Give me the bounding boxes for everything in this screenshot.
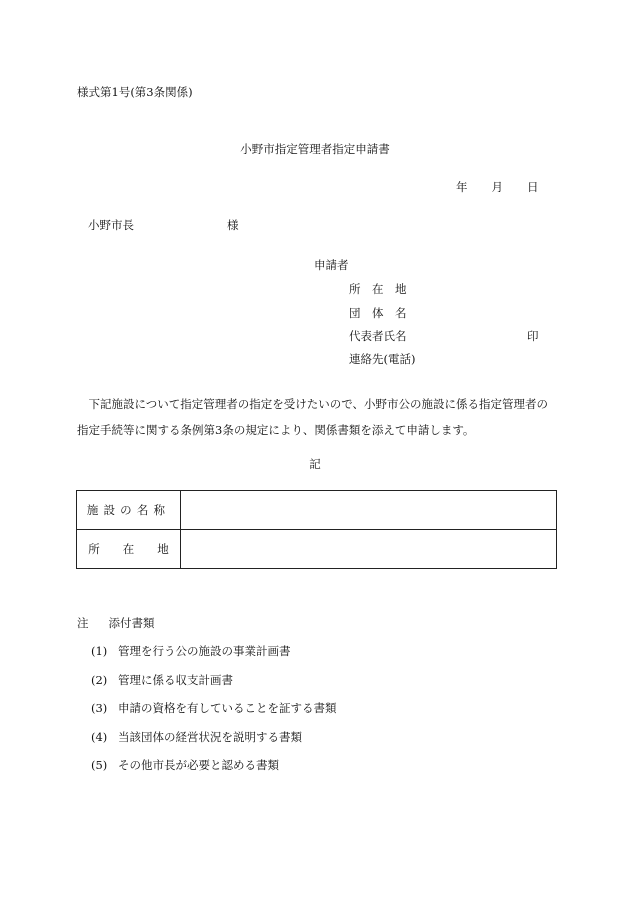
notes-title: 添付書類	[108, 616, 155, 630]
list-item	[91, 643, 291, 659]
addressee-name: 小野市長	[88, 218, 134, 232]
applicant-heading: 申請者	[314, 258, 349, 272]
table-row	[77, 491, 557, 530]
body-paragraph: 下記施設について指定管理者の指定を受けたいので、小野市公の施設に係る指定管理者の指定手続等に関する条例第3条の規定により、関係書類を添えて申請します。	[77, 397, 549, 437]
addressee-honorific: 様	[227, 218, 239, 232]
list-item	[91, 757, 279, 773]
addressee	[88, 217, 239, 233]
list-item	[91, 729, 302, 745]
list-item	[91, 672, 233, 688]
ki-heading: 記	[309, 457, 321, 471]
date-line	[456, 179, 539, 195]
table-row	[77, 530, 557, 569]
note-number: (2)	[91, 673, 108, 687]
note-number: (3)	[91, 701, 108, 715]
note-number: (1)	[91, 644, 108, 658]
note-text: その他市長が必要と認める書類	[118, 758, 279, 772]
facility-table	[76, 490, 557, 569]
notes-mark: 注	[77, 616, 89, 630]
facility-address-label: 所 在 地	[77, 530, 181, 569]
field-contact-phone: 連絡先(電話)	[349, 352, 416, 366]
facility-name-label: 施設の名称	[77, 491, 181, 530]
list-item	[91, 700, 337, 716]
seal-mark: 印	[527, 329, 539, 343]
facility-name-value	[181, 491, 557, 530]
date-month: 月	[491, 180, 503, 194]
date-day: 日	[527, 180, 539, 194]
note-text: 当該団体の経営状況を説明する書類	[118, 730, 302, 744]
field-address: 所 在 地	[349, 282, 407, 296]
note-text: 管理に係る収支計画書	[118, 673, 233, 687]
note-text: 申請の資格を有していることを証する書類	[118, 701, 337, 715]
form-number: 様式第1号(第3条関係)	[77, 85, 193, 99]
date-year: 年	[456, 180, 468, 194]
note-number: (4)	[91, 730, 108, 744]
document-title: 小野市指定管理者指定申請書	[240, 142, 390, 156]
note-text: 管理を行う公の施設の事業計画書	[118, 644, 291, 658]
field-organization-name: 団 体 名	[349, 306, 407, 320]
facility-address-value	[181, 530, 557, 569]
note-number: (5)	[91, 758, 108, 772]
field-representative-name: 代表者氏名	[349, 329, 407, 343]
notes-heading	[77, 615, 155, 631]
